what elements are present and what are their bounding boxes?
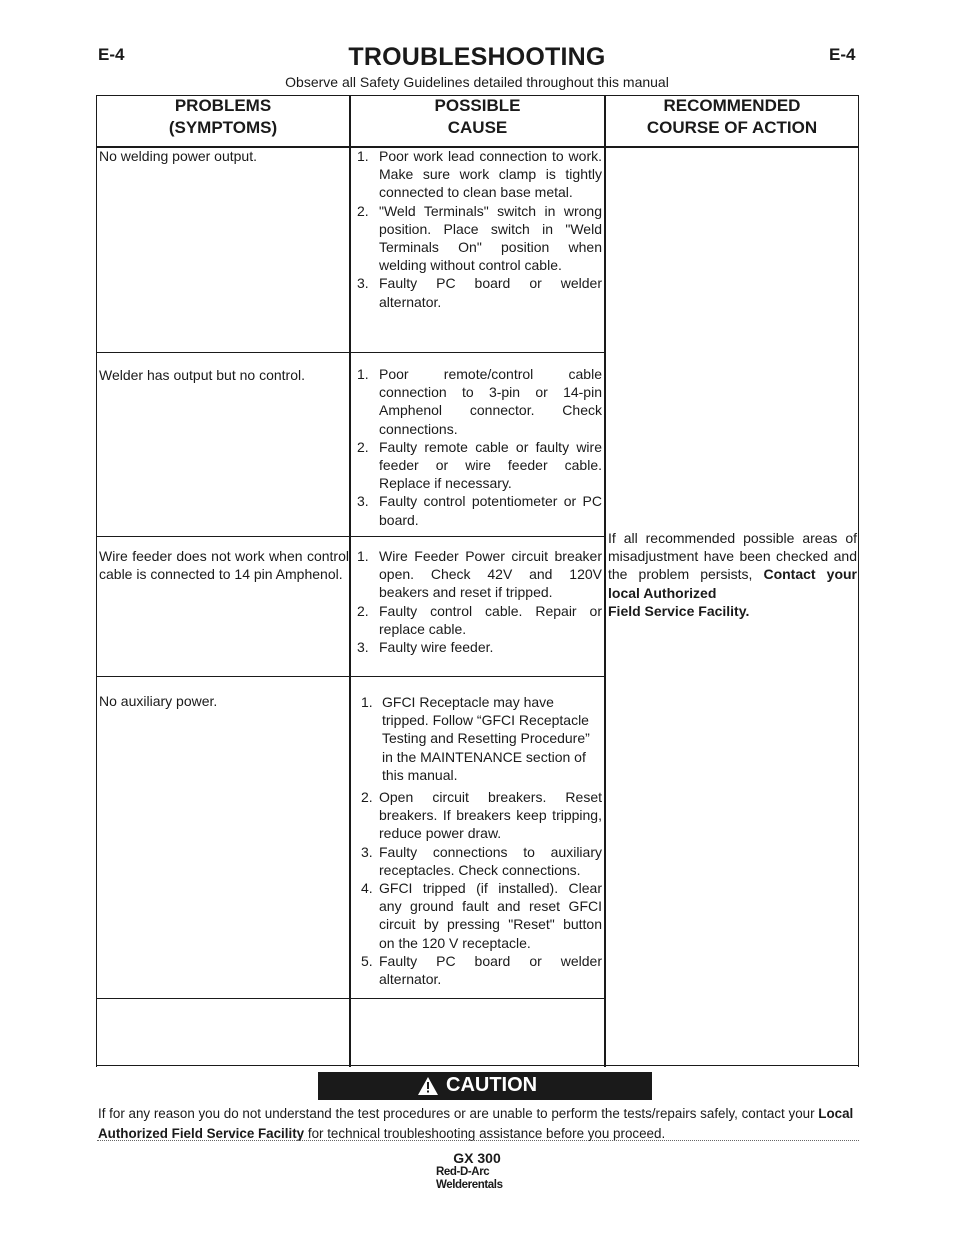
page-number-left: E-4: [98, 45, 125, 64]
cause-number: 1.: [361, 694, 373, 710]
cause-text: GFCI tripped (if installed). Clear any ground fault and reset GFCI circuit by pressing "Reset" button on the 120 V receptacle.: [379, 880, 602, 951]
caution-text-part: If for any reason you do not understand the test procedures or are unable to perform the tests/repairs safely, contact your: [98, 1106, 815, 1121]
action-facility-bold: Field Service Facility.: [608, 602, 750, 619]
column-divider-2: [604, 95, 606, 1067]
page-number-right: E-4: [829, 45, 856, 64]
cause-text: Faulty remote cable or faulty wire feeder or wire feeder cable. Replace if necessary.: [379, 438, 602, 492]
cause-item: [357, 492, 602, 528]
cause-text: Faulty wire feeder.: [379, 639, 494, 656]
footer-divider: [97, 1140, 859, 1141]
problem-no-welding-output: No welding power output.: [99, 148, 257, 164]
cause-item: [357, 547, 602, 602]
cause-item: [361, 693, 602, 784]
warning-triangle-icon: [418, 1077, 438, 1095]
column-header-cause: [351, 95, 604, 147]
cause-number: 1.: [357, 548, 369, 564]
problem-no-control: Welder has output but no control.: [99, 367, 305, 383]
cause-number: 4.: [361, 880, 373, 897]
caution-text-part: for technical troubleshooting assistance before you proceed.: [307, 1126, 666, 1141]
cause-item: [357, 638, 602, 656]
brand-logo-line2: Welderentals: [436, 1179, 503, 1191]
row-separator: [97, 352, 605, 353]
cause-text: "Weld Terminals" switch in wrong position. Place switch in "Weld Terminals On" position when welding without control cable.: [379, 202, 602, 274]
cause-list: [361, 693, 602, 988]
column-header-line: RECOMMENDED: [663, 96, 801, 115]
cause-text: Wire Feeder Power circuit breaker open. Check 42V and 120V beakers and reset if tripped.: [379, 548, 602, 601]
cause-number: 3.: [357, 275, 369, 292]
cause-number: 2.: [361, 789, 373, 806]
cause-item: [357, 602, 602, 638]
action-contact-bold: Contact your local Authorized: [608, 566, 857, 601]
cause-list: [357, 365, 602, 529]
cause-item: [357, 438, 602, 493]
model-name: GX 300: [453, 1150, 501, 1166]
cause-item: [357, 365, 602, 438]
cause-item: [361, 952, 602, 988]
cause-item: [357, 274, 602, 310]
column-header-action: [606, 95, 858, 147]
row-separator: [97, 998, 605, 999]
cause-number: 3.: [357, 493, 369, 510]
recommended-action: [608, 529, 857, 620]
column-header-line: (SYMPTOMS): [168, 118, 278, 137]
cause-text: Faulty PC board or welder alternator.: [379, 275, 602, 310]
cause-number: 3.: [361, 843, 373, 860]
cause-text: Faulty connections to auxiliary receptacles. Check connections.: [379, 843, 602, 878]
cause-number: 1.: [357, 366, 369, 382]
caution-text: [98, 1104, 858, 1144]
problem-no-auxiliary-power: No auxiliary power.: [99, 693, 218, 709]
table-bottom-border: [97, 1065, 859, 1066]
cause-text: Faulty PC board or welder alternator.: [379, 952, 602, 988]
table-left-border: [96, 95, 97, 1067]
cause-number: 2.: [357, 438, 369, 455]
cause-text: Faulty control cable. Repair or replace cable.: [379, 602, 602, 637]
cause-item: [361, 879, 602, 952]
cause-number: 5.: [361, 952, 373, 969]
table-right-border: [858, 95, 859, 1067]
cause-number: 2.: [357, 602, 369, 619]
caution-label: CAUTION: [446, 1074, 538, 1096]
brand-logo-line1: Red-D-Arc: [436, 1166, 490, 1178]
cause-item: [361, 788, 602, 843]
caution-banner: [318, 1072, 652, 1100]
cause-text: GFCI Receptacle may have tripped. Follow “GFCI Receptacle Testing and Resetting Procedure” in the MAINTENANCE section of this manual.: [382, 694, 590, 783]
cause-number: 1.: [357, 148, 369, 164]
cause-list: [357, 547, 602, 656]
column-divider-1: [349, 95, 351, 1067]
page-title: TROUBLESHOOTING: [348, 43, 606, 71]
column-header-problems: [97, 95, 349, 147]
row-separator: [97, 676, 605, 677]
caution-text-bold: Local Authorized Field Service Facility: [98, 1106, 854, 1141]
problem-wire-feeder: Wire feeder does not work when control cable is connected to 14 pin Amphenol.: [99, 548, 349, 583]
action-text: If all recommended possible areas of misadjustment have been checked and the problem persists,: [608, 530, 857, 583]
cause-number: 3.: [357, 639, 369, 656]
column-header-line: POSSIBLE: [434, 96, 521, 115]
column-header-line: PROBLEMS: [174, 96, 272, 115]
cause-text: Poor remote/control cable connection to 3-pin or 14-pin Amphenol connector. Check connections.: [379, 366, 602, 437]
cause-item: [357, 202, 602, 275]
cause-item: [361, 843, 602, 879]
row-separator: [97, 536, 605, 537]
cause-text: Faulty control potentiometer or PC board.: [379, 493, 602, 528]
column-header-line: COURSE OF ACTION: [646, 118, 818, 137]
cause-item: [357, 147, 602, 202]
cause-list: [357, 147, 602, 311]
safety-note: Observe all Safety Guidelines detailed throughout this manual: [285, 74, 669, 90]
cause-text: Open circuit breakers. Reset breakers. If breakers keep tripping, reduce power draw.: [379, 789, 602, 842]
cause-text: Poor work lead connection to work. Make sure work clamp is tightly connected to clean base metal.: [379, 148, 602, 201]
column-header-line: CAUSE: [447, 118, 508, 137]
cause-number: 2.: [357, 202, 369, 219]
